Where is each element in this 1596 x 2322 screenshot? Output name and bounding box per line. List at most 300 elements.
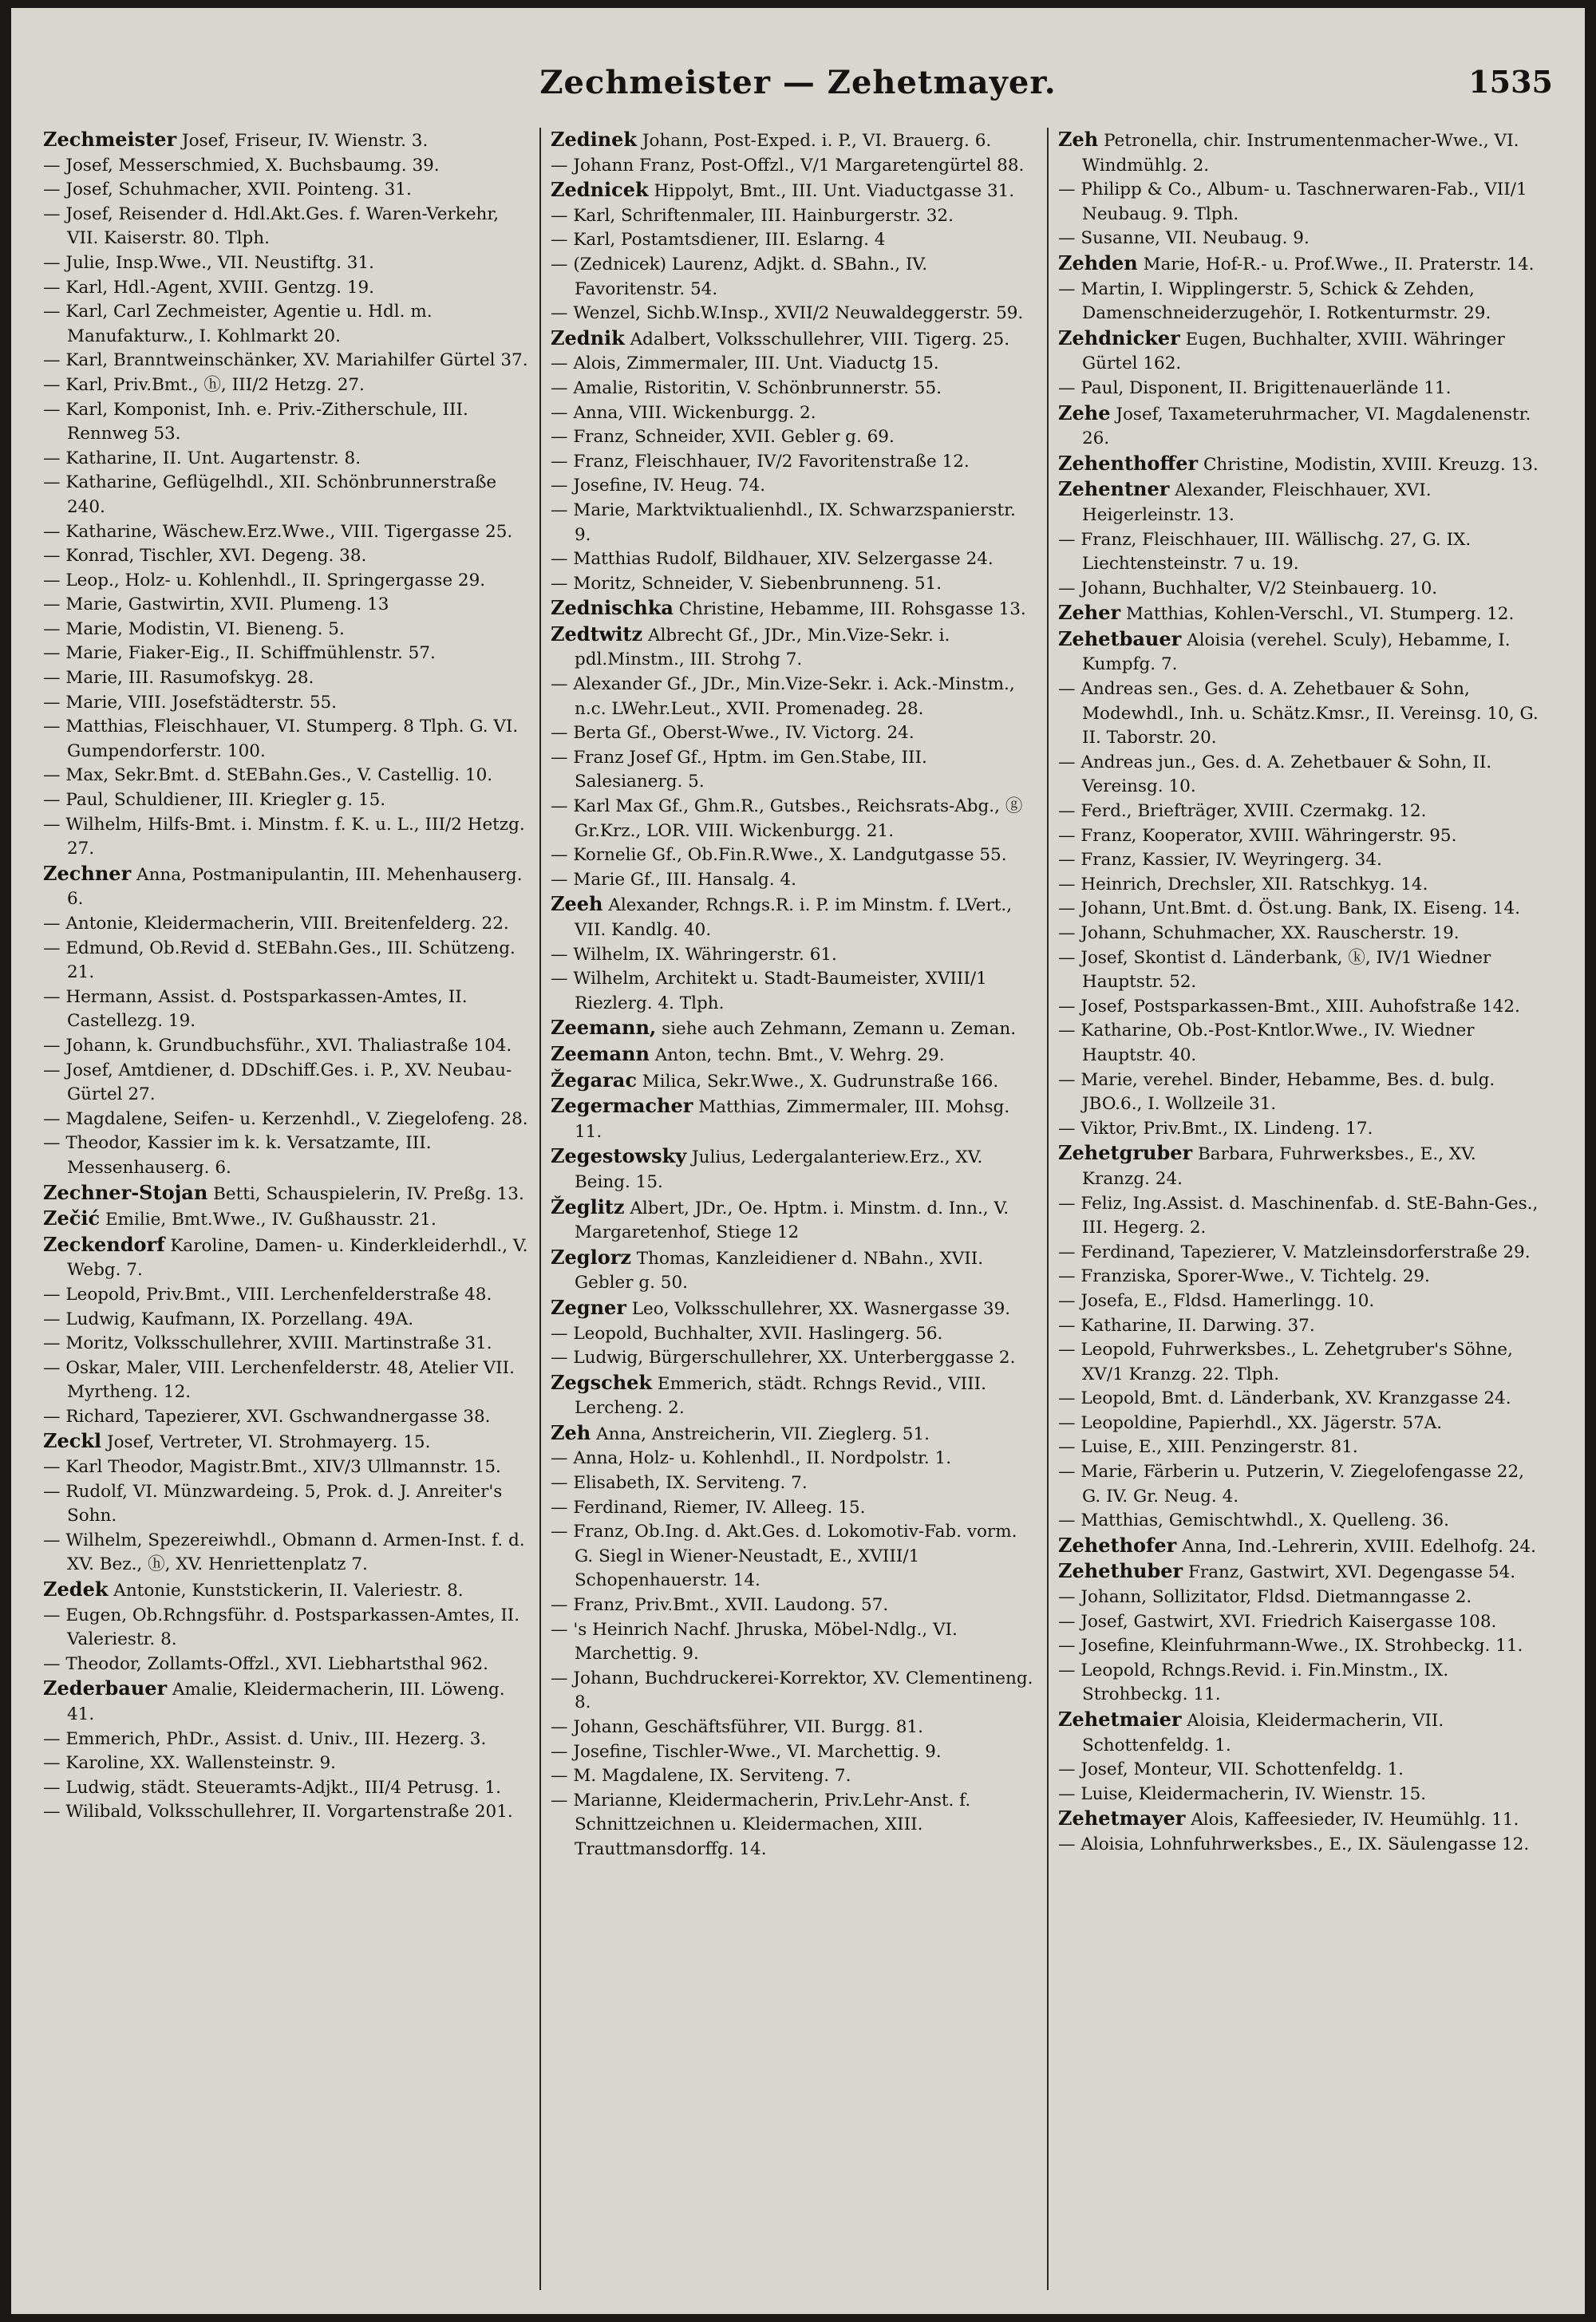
entry-text: — Ferdinand, Tapezierer, V. Matzleinsdorferstraße 29. bbox=[1058, 1242, 1531, 1262]
directory-entry bbox=[551, 1296, 1037, 1322]
entry-surname: Zehetbauer bbox=[1058, 626, 1182, 650]
entry-text: — Viktor, Priv.Bmt., IX. Lindeng. 17. bbox=[1058, 1118, 1373, 1139]
entry-text: Johann, Post-Exped. i. P., VI. Brauerg. 6. bbox=[637, 131, 992, 151]
entry-text: — Leopold, Bmt. d. Länderbank, XV. Kranzgasse 24. bbox=[1058, 1388, 1511, 1409]
entry-text: — Moritz, Volksschullehrer, XVIII. Martinstraße 31. bbox=[43, 1333, 492, 1354]
directory-entry bbox=[551, 547, 1037, 572]
entry-text: Milica, Sekr.Wwe., X. Gudrunstraße 166. bbox=[636, 1071, 999, 1092]
entry-text: Anna, Postmanipulantin, III. Mehenhauserg. 6. bbox=[67, 864, 523, 910]
entry-surname: Zedek bbox=[43, 1578, 109, 1601]
directory-entry bbox=[551, 1764, 1037, 1789]
entry-surname: Zechmeister bbox=[43, 128, 177, 151]
directory-entry bbox=[551, 352, 1037, 377]
directory-entry bbox=[1058, 251, 1545, 278]
entry-text: — Aloisia, Lohnfuhrwerksbes., E., IX. Säulengasse 12. bbox=[1058, 1834, 1530, 1854]
entry-text: — Karoline, XX. Wallensteinstr. 9. bbox=[43, 1753, 336, 1774]
entry-text: — Andreas jun., Ges. d. A. Zehetbauer & Sohn, II. Vereinsg. 10. bbox=[1058, 752, 1492, 797]
directory-entry bbox=[551, 1667, 1037, 1716]
entry-text: Josef, Taxameteruhrmacher, VI. Magdalenenstr. 26. bbox=[1082, 404, 1531, 449]
entry-text: — (Zednicek) Laurenz, Adjkt. d. SBahn., IV. Favoritenstr. 54. bbox=[551, 254, 928, 299]
entry-surname: Zehdnicker bbox=[1058, 326, 1180, 349]
entry-text: — Marie, III. Rasumofskyg. 28. bbox=[43, 668, 314, 689]
entry-text: — M. Magdalene, IX. Serviteng. 7. bbox=[551, 1766, 851, 1787]
directory-entry bbox=[43, 1751, 530, 1776]
entry-text: — Matthias, Fleischhauer, VI. Stumperg. 8 Tlph. G. VI. Gumpendorferstr. 100. bbox=[43, 717, 519, 761]
entry-text: — Josefine, Kleinfuhrmann-Wwe., IX. Strohbeckg. 11. bbox=[1058, 1636, 1523, 1657]
directory-entry bbox=[1058, 1610, 1545, 1635]
entry-text: — Theodor, Kassier im k. k. Versatzamte, III. Messenhauserg. 6. bbox=[43, 1133, 432, 1178]
entry-text: Eugen, Buchhalter, XVIII. Währinger Gürtel 162. bbox=[1082, 329, 1505, 374]
entry-surname: Zehe bbox=[1058, 401, 1111, 425]
entry-text: — Leopold, Priv.Bmt., VIII. Lerchenfelderstraße 48. bbox=[43, 1284, 492, 1305]
directory-entry bbox=[43, 349, 530, 373]
entry-text: — Marie, Modistin, VI. Bieneng. 5. bbox=[43, 618, 345, 639]
entry-text: — Wilhelm, Spezereiwhdl., Obmann d. Armen-Inst. f. d. XV. Bez., ⓗ, XV. Henriettenplatz 7. bbox=[43, 1530, 525, 1575]
directory-entry bbox=[551, 1421, 1037, 1447]
directory-entry bbox=[43, 1332, 530, 1356]
directory-entry bbox=[1058, 873, 1545, 898]
directory-entry bbox=[1058, 1141, 1545, 1191]
directory-entry bbox=[1058, 1708, 1545, 1758]
directory-entry bbox=[43, 1578, 530, 1604]
directory-entry bbox=[1058, 1117, 1545, 1142]
directory-entry bbox=[43, 154, 530, 179]
directory-entry bbox=[1058, 178, 1545, 227]
directory-entry bbox=[551, 425, 1037, 450]
directory-entry bbox=[1058, 946, 1545, 995]
entry-surname: Zehetmaier bbox=[1058, 1708, 1182, 1731]
entry-text: — Richard, Tapezierer, XVI. Gschwandnergasse 38. bbox=[43, 1406, 491, 1427]
directory-entry bbox=[43, 1676, 530, 1727]
entry-text: — Karl, Postamtsdiener, III. Eslarng. 4 bbox=[551, 230, 886, 251]
entry-text: — Philipp & Co., Album- u. Taschnerwaren-Fab., VII/1 Neubaug. 9. Tlph. bbox=[1058, 180, 1527, 224]
entry-text: — Karl, Priv.Bmt., ⓗ, III/2 Hetzg. 27. bbox=[43, 374, 365, 395]
directory-entry bbox=[551, 154, 1037, 179]
directory-entry bbox=[1058, 848, 1545, 873]
directory-entry bbox=[1058, 897, 1545, 922]
directory-entry bbox=[1058, 1534, 1545, 1560]
entry-text: Alexander, Rchngs.R. i. P. im Minstm. f. LVert., VII. Kandlg. 40. bbox=[575, 895, 1013, 940]
directory-entry bbox=[551, 967, 1037, 1016]
directory-entry bbox=[1058, 1559, 1545, 1586]
entry-text: — Ferd., Briefträger, XVIII. Czermakg. 12. bbox=[1058, 801, 1427, 822]
entry-surname: Zeemann bbox=[551, 1041, 650, 1065]
directory-entry bbox=[551, 326, 1037, 353]
directory-entry bbox=[551, 1618, 1037, 1667]
entry-text: Christine, Modistin, XVIII. Kreuzg. 13. bbox=[1198, 454, 1539, 475]
entry-surname: Žegarac bbox=[551, 1068, 637, 1092]
entry-text: Julius, Ledergalanteriew.Erz., XV. Being. 15. bbox=[575, 1147, 983, 1192]
entry-text: — Josef, Reisender d. Hdl.Akt.Ges. f. Waren-Verkehr, VII. Kaiserstr. 80. Tlph. bbox=[43, 203, 500, 249]
directory-entry bbox=[43, 618, 530, 642]
directory-entry bbox=[1058, 1192, 1545, 1241]
entry-text: — Heinrich, Drechsler, XII. Ratschkyg. 14. bbox=[1058, 874, 1428, 894]
directory-entry bbox=[1058, 995, 1545, 1020]
entry-text: Thomas, Kanzleidiener d. NBahn., XVII. Gebler g. 50. bbox=[575, 1248, 984, 1293]
directory-entry bbox=[1058, 1833, 1545, 1858]
entry-text: — Ludwig, Bürgerschullehrer, XX. Unterberggasse 2. bbox=[551, 1348, 1016, 1368]
entry-text: Matthias, Zimmermaler, III. Mohsg. 11. bbox=[575, 1097, 1010, 1142]
entry-text: — Karl, Komponist, Inh. e. Priv.-Zitherschule, III. Rennweg 53. bbox=[43, 399, 468, 444]
entry-surname: Zehethofer bbox=[1058, 1533, 1177, 1557]
entry-text: siehe auch Zehmann, Zemann u. Zeman. bbox=[656, 1019, 1017, 1040]
entry-text: — Marie Gf., III. Hansalg. 4. bbox=[551, 869, 796, 890]
directory-entry bbox=[43, 1604, 530, 1653]
directory-entry bbox=[43, 544, 530, 569]
directory-entry bbox=[551, 843, 1037, 868]
entry-text: — Katharine, Ob.-Post-Kntlor.Wwe., IV. Wiedner Hauptstr. 40. bbox=[1058, 1021, 1475, 1065]
directory-entry bbox=[1058, 1068, 1545, 1117]
entry-surname: Zehetmayer bbox=[1058, 1807, 1186, 1830]
entry-text: — Katharine, Wäschew.Erz.Wwe., VIII. Tigergasse 25. bbox=[43, 521, 513, 542]
directory-entry bbox=[1058, 1019, 1545, 1068]
directory-entry bbox=[1058, 922, 1545, 946]
entry-text: — Wilibald, Volksschullehrer, II. Vorgartenstraße 201. bbox=[43, 1802, 513, 1822]
entry-surname: Zehenthoffer bbox=[1058, 451, 1199, 475]
entry-text: Leo, Volksschullehrer, XX. Wasnergasse 39. bbox=[626, 1298, 1011, 1319]
entry-text: — Martin, I. Wipplingerstr. 5, Schick & Zehden, Damenschneiderzugehör, I. Rotkenturmstr. 29. bbox=[1058, 278, 1491, 324]
entry-text: — Leopoldine, Papierhdl., XX. Jägerstr. 57A. bbox=[1058, 1412, 1443, 1433]
entry-text: — 's Heinrich Nachf. Jhruska, Möbel-Ndlg., VI. Marchettig. 9. bbox=[551, 1619, 958, 1664]
directory-entry bbox=[43, 471, 530, 519]
entry-text: — Johann, Unt.Bmt. d. Öst.ung. Bank, IX. Eiseng. 14. bbox=[1058, 898, 1520, 919]
entry-text: Barbara, Fuhrwerksbes., E., XV. Kranzg. 24. bbox=[1082, 1144, 1476, 1189]
directory-entry bbox=[551, 450, 1037, 475]
entry-text: — Berta Gf., Oberst-Wwe., IV. Victorg. 24. bbox=[551, 723, 915, 744]
entry-text: — Marianne, Kleidermacherin, Priv.Lehr-Anst. f. Schnittzeichnen u. Kleidermachen, XIII. Trauttmansdorffg. 14. bbox=[551, 1790, 971, 1859]
directory-entry bbox=[43, 788, 530, 813]
entry-text: — Wilhelm, IX. Währingerstr. 61. bbox=[551, 944, 837, 965]
column-1 bbox=[43, 128, 539, 2290]
directory-entry bbox=[43, 1283, 530, 1308]
entry-text: — Franz Josef Gf., Hptm. im Gen.Stabe, III. Salesianerg. 5. bbox=[551, 747, 927, 792]
directory-entry bbox=[1058, 1509, 1545, 1534]
entry-text: — Wenzel, Sichb.W.Insp., XVII/2 Neuwaldeggerstr. 59. bbox=[551, 303, 1024, 324]
directory-entry bbox=[551, 253, 1037, 302]
directory-entry bbox=[43, 276, 530, 301]
directory-entry bbox=[551, 721, 1037, 746]
entry-text: Amalie, Kleidermacherin, III. Löweng. 41. bbox=[67, 1680, 505, 1724]
entry-text: Betti, Schauspielerin, IV. Preßg. 13. bbox=[207, 1183, 524, 1204]
entry-text: Franz, Gastwirt, XVI. Degengasse 54. bbox=[1183, 1562, 1516, 1583]
entry-text: — Johann, Sollizitator, Fldsd. Dietmanngasse 2. bbox=[1058, 1587, 1472, 1608]
entry-text: — Andreas sen., Ges. d. A. Zehetbauer & Sohn, Modewhdl., Inh. u. Schätz.Kmsr., II. Vereinsg. 10, G. II. Taborstr. 20. bbox=[1058, 679, 1539, 748]
directory-entry bbox=[1058, 1659, 1545, 1708]
entry-text: — Wilhelm, Hilfs-Bmt. i. Minstm. f. K. u. L., III/2 Hetzg. 27. bbox=[43, 814, 525, 859]
directory-entry bbox=[43, 128, 530, 154]
directory-entry bbox=[1058, 1460, 1545, 1509]
directory-entry bbox=[43, 398, 530, 447]
directory-entry bbox=[1058, 227, 1545, 251]
directory-entry bbox=[1058, 1412, 1545, 1436]
entry-text: Emmerich, städt. Rchngs Revid., VIII. Lercheng. 2. bbox=[575, 1373, 986, 1419]
entry-text: — Magdalene, Seifen- u. Kerzenhdl., V. Ziegelofeng. 28. bbox=[43, 1108, 528, 1129]
directory-entry bbox=[1058, 1289, 1545, 1314]
directory-entry bbox=[43, 1059, 530, 1108]
directory-entry bbox=[551, 401, 1037, 426]
entry-surname: Zeeh bbox=[551, 892, 603, 916]
directory-entry bbox=[551, 302, 1037, 326]
directory-entry bbox=[43, 642, 530, 666]
entry-text: — Feliz, Ing.Assist. d. Maschinenfab. d. StE-Bahn-Ges., III. Hegerg. 2. bbox=[1058, 1193, 1539, 1238]
entry-text: — Josef, Schuhmacher, XVII. Pointeng. 31. bbox=[43, 180, 412, 200]
entry-text: — Matthias, Gemischtwhdl., X. Quelleng. 36. bbox=[1058, 1510, 1449, 1531]
directory-entry bbox=[551, 943, 1037, 968]
directory-entry bbox=[551, 868, 1037, 893]
directory-entry bbox=[43, 373, 530, 398]
entry-text: — Max, Sekr.Bmt. d. StEBahn.Ges., V. Castellig. 10. bbox=[43, 765, 493, 786]
entry-text: — Katharine, Geflügelhdl., XII. Schönbrunnerstraße 240. bbox=[43, 472, 497, 517]
directory-entry bbox=[1058, 601, 1545, 627]
directory-entry bbox=[1058, 577, 1545, 602]
directory-entry bbox=[43, 1455, 530, 1480]
directory-entry bbox=[43, 764, 530, 788]
directory-entry bbox=[43, 691, 530, 716]
entry-text: — Ludwig, Kaufmann, IX. Porzellang. 49A. bbox=[43, 1309, 414, 1329]
directory-entry bbox=[1058, 1586, 1545, 1610]
entry-text: — Emmerich, PhDr., Assist. d. Univ., III. Hezerg. 3. bbox=[43, 1728, 487, 1749]
entry-text: — Johann, Geschäftsführer, VII. Burgg. 81. bbox=[551, 1717, 923, 1737]
directory-entry bbox=[43, 912, 530, 937]
entry-text: — Oskar, Maler, VIII. Lerchenfelderstr. 48, Atelier VII. Myrtheng. 12. bbox=[43, 1357, 515, 1403]
entry-text: — Josef, Monteur, VII. Schottenfeldg. 1. bbox=[1058, 1759, 1404, 1780]
directory-entry bbox=[1058, 1387, 1545, 1412]
entry-text: — Franz, Priv.Bmt., XVII. Laudong. 57. bbox=[551, 1595, 889, 1616]
entry-text: Petronella, chir. Instrumentenmacher-Wwe., VI. Windmühlg. 2. bbox=[1082, 131, 1519, 176]
directory-entry bbox=[551, 1593, 1037, 1618]
directory-entry bbox=[43, 1429, 530, 1455]
running-title: Zechmeister — Zehetmayer. bbox=[539, 64, 1057, 101]
entry-surname: Zechner-Stojan bbox=[43, 1180, 208, 1204]
directory-entry bbox=[43, 1356, 530, 1405]
directory-entry bbox=[551, 1195, 1037, 1246]
directory-entry bbox=[43, 178, 530, 203]
entry-text: — Anna, Holz- u. Kohlenhdl., II. Nordpolstr. 1. bbox=[551, 1448, 952, 1469]
entry-text: — Franz, Ob.Ing. d. Akt.Ges. d. Lokomotiv-Fab. vorm. G. Siegl in Wiener-Neustadt, E., XVIII/1 Schopenhauerstr. 14. bbox=[551, 1522, 1017, 1591]
entry-surname: Zehentner bbox=[1058, 477, 1170, 501]
entry-text: Aloisia, Kleidermacherin, VII. Schottenfeldg. 1. bbox=[1082, 1711, 1444, 1755]
entry-surname: Zegner bbox=[551, 1295, 626, 1319]
column-2 bbox=[539, 128, 1047, 2290]
entry-text: — Josef, Amtdiener, d. DDschiff.Ges. i. P., XV. Neubau-Gürtel 27. bbox=[43, 1060, 512, 1105]
directory-entry bbox=[551, 572, 1037, 597]
directory-entry bbox=[551, 1068, 1037, 1095]
entry-surname: Zederbauer bbox=[43, 1676, 168, 1700]
directory-entry bbox=[551, 1042, 1037, 1068]
entry-surname: Zeh bbox=[551, 1420, 591, 1444]
entry-text: — Johann Franz, Post-Offzl., V/1 Margaretengürtel 88. bbox=[551, 155, 1025, 176]
entry-text: — Konrad, Tischler, XVI. Degeng. 38. bbox=[43, 546, 367, 567]
directory-entry bbox=[551, 1246, 1037, 1296]
entry-text: — Amalie, Ristoritin, V. Schönbrunnerstr. 55. bbox=[551, 377, 942, 398]
entry-text: — Johann, Schuhmacher, XX. Rauscherstr. 19. bbox=[1058, 923, 1460, 943]
directory-entry bbox=[551, 1471, 1037, 1496]
directory-entry bbox=[43, 862, 530, 912]
entry-text: — Karl, Schriftenmaler, III. Hainburgerstr. 32. bbox=[551, 205, 954, 226]
entry-text: — Alexander Gf., JDr., Min.Vize-Sekr. i. Ack.-Minstm., n.c. LWehr.Leut., XVII. Promenadeg. 28. bbox=[551, 674, 1015, 719]
directory-entry bbox=[1058, 401, 1545, 452]
directory-entry bbox=[551, 178, 1037, 204]
entry-text: — Franz, Fleischhauer, III. Wällischg. 27, G. IX. Liechtensteinstr. 7 u. 19. bbox=[1058, 529, 1472, 575]
directory-entry bbox=[551, 892, 1037, 942]
entry-text: — Josefa, E., Fldsd. Hamerlingg. 10. bbox=[1058, 1290, 1375, 1311]
entry-text: — Katharine, II. Unt. Augartenstr. 8. bbox=[43, 448, 361, 468]
directory-entry bbox=[43, 1480, 530, 1529]
entry-text: Albert, JDr., Oe. Hptm. i. Minstm. d. Inn., V. Margaretenhof, Stiege 12 bbox=[575, 1198, 1009, 1243]
directory-entry bbox=[551, 622, 1037, 673]
entry-text: — Marie, Gastwirtin, XVII. Plumeng. 13 bbox=[43, 594, 389, 615]
entry-text: — Hermann, Assist. d. Postsparkassen-Amtes, II. Castellezg. 19. bbox=[43, 986, 468, 1032]
directory-entry bbox=[43, 666, 530, 691]
entry-text: — Josef, Skontist d. Länderbank, ⓚ, IV/1 Wiedner Hauptstr. 52. bbox=[1058, 947, 1491, 993]
entry-text: — Wilhelm, Architekt u. Stadt-Baumeister, XVIII/1 Riezlerg. 4. Tlph. bbox=[551, 969, 987, 1013]
entry-text: — Kornelie Gf., Ob.Fin.R.Wwe., X. Landgutgasse 55. bbox=[551, 845, 1007, 866]
entry-text: — Johann, Buchdruckerei-Korrektor, XV. Clementineng. 8. bbox=[551, 1668, 1033, 1713]
directory-entry bbox=[551, 1016, 1037, 1042]
entry-text: Adalbert, Volksschullehrer, VIII. Tigerg. 25. bbox=[624, 329, 1010, 349]
entry-text: Antonie, Kunststickerin, II. Valeriestr. 8. bbox=[108, 1581, 464, 1601]
entry-surname: Zehden bbox=[1058, 251, 1138, 274]
entry-text: — Marie, Marktviktualienhdl., IX. Schwarzspanierstr. 9. bbox=[551, 500, 1016, 545]
directory-entry bbox=[551, 1740, 1037, 1765]
entry-surname: Zeemann, bbox=[551, 1016, 657, 1040]
directory-entry bbox=[43, 1206, 530, 1233]
entry-text: Josef, Vertreter, VI. Strohmayerg. 15. bbox=[101, 1432, 431, 1453]
directory-entry bbox=[43, 985, 530, 1034]
entry-text: — Marie, Fiaker-Eig., II. Schiffmühlenstr. 57. bbox=[43, 643, 436, 664]
entry-text: — Leopold, Fuhrwerksbes., L. Zehetgruber's Söhne, XV/1 Kranzg. 22. Tlph. bbox=[1058, 1340, 1513, 1384]
directory-entry bbox=[551, 1322, 1037, 1347]
entry-text: Karoline, Damen- u. Kinderkleiderhdl., V. Webg. 7. bbox=[67, 1235, 528, 1281]
directory-entry bbox=[1058, 1758, 1545, 1783]
entry-text: — Karl Max Gf., Ghm.R., Gutsbes., Reichsrats-Abg., ⓖ Gr.Krz., LOR. VIII. Wickenburgg. 21. bbox=[551, 796, 1023, 841]
entry-surname: Zeglorz bbox=[551, 1245, 631, 1269]
entry-text: — Ludwig, städt. Steueramts-Adjkt., III/4 Petrusg. 1. bbox=[43, 1777, 501, 1798]
entry-text: — Elisabeth, IX. Servitеng. 7. bbox=[551, 1473, 808, 1494]
column-3 bbox=[1047, 128, 1555, 2290]
directory-entry bbox=[43, 1529, 530, 1578]
entry-text: — Franz, Fleischhauer, IV/2 Favoritenstraße 12. bbox=[551, 451, 970, 472]
entry-text: — Rudolf, VI. Münzwardeing. 5, Prok. d. J. Anreiter's Sohn. bbox=[43, 1481, 503, 1526]
directory-entry bbox=[43, 203, 530, 251]
entry-surname: Zednischka bbox=[551, 596, 674, 620]
entry-text: — Matthias Rudolf, Bildhauer, XIV. Selzergasse 24. bbox=[551, 549, 994, 570]
entry-surname: Zeher bbox=[1058, 601, 1121, 625]
directory-entry bbox=[43, 1776, 530, 1801]
directory-entry bbox=[1058, 1435, 1545, 1460]
directory-entry bbox=[551, 204, 1037, 229]
entry-surname: Zehetgruber bbox=[1058, 1141, 1193, 1165]
entry-text: — Josefine, Tischler-Wwe., VI. Marchettig. 9. bbox=[551, 1741, 942, 1762]
directory-entry bbox=[1058, 1338, 1545, 1387]
directory-entry bbox=[551, 1716, 1037, 1740]
entry-text: — Franz, Kassier, IV. Weyringerg. 34. bbox=[1058, 850, 1382, 871]
directory-entry bbox=[551, 1346, 1037, 1371]
directory-entry bbox=[43, 300, 530, 349]
entry-text: — Susanne, VII. Neubaug. 9. bbox=[1058, 228, 1310, 249]
directory-entry bbox=[551, 1496, 1037, 1521]
entry-text: Josef, Friseur, IV. Wienstr. 3. bbox=[176, 131, 429, 151]
directory-entry bbox=[1058, 377, 1545, 401]
entry-text: — Alois, Zimmermaler, III. Unt. Viaductg 15. bbox=[551, 353, 939, 374]
entry-text: — Ferdinand, Riemer, IV. Alleeg. 15. bbox=[551, 1497, 866, 1518]
entry-surname: Zečić bbox=[43, 1206, 101, 1230]
entry-text: Matthias, Kohlen-Verschl., VI. Stumperg. 12. bbox=[1120, 604, 1515, 625]
directory-entry bbox=[43, 715, 530, 764]
entry-text: Hippolyt, Bmt., III. Unt. Viaductgasse 31. bbox=[648, 181, 1015, 202]
entry-text: — Franz, Kooperator, XVIII. Währingerstr. 95. bbox=[1058, 825, 1457, 846]
entry-text: — Josef, Messerschmied, X. Buchsbaumg. 39. bbox=[43, 155, 440, 176]
entry-text: Christine, Hebamme, III. Rohsgasse 13. bbox=[673, 599, 1026, 620]
directory-entry bbox=[1058, 751, 1545, 800]
page-header bbox=[11, 64, 1585, 120]
entry-text: — Luise, Kleidermacherin, IV. Wienstr. 15. bbox=[1058, 1783, 1427, 1804]
directory-entry bbox=[1058, 824, 1545, 849]
entry-text: — Edmund, Ob.Revid d. StEBahn.Ges., III. Schützeng. 21. bbox=[43, 938, 516, 983]
directory-entry bbox=[1058, 1265, 1545, 1289]
directory-entry bbox=[1058, 528, 1545, 577]
entry-text: — Katharine, II. Darwing. 37. bbox=[1058, 1315, 1315, 1336]
directory-entry bbox=[1058, 1783, 1545, 1807]
entry-surname: Zegermacher bbox=[551, 1094, 693, 1118]
directory-entry bbox=[1058, 1634, 1545, 1659]
entry-text: — Karl, Branntweinschänker, XV. Mariahilfer Gürtel 37. bbox=[43, 350, 528, 371]
directory-entry bbox=[1058, 452, 1545, 478]
directory-entry bbox=[1058, 477, 1545, 527]
entry-text: Marie, Hof-R.- u. Prof.Wwe., II. Praterstr. 14. bbox=[1137, 254, 1535, 274]
entry-text: — Leopold, Rchngs.Revid. i. Fin.Minstm., IX. Strohbeckg. 11. bbox=[1058, 1660, 1449, 1705]
entry-text: — Josef, Postsparkassen-Bmt., XIII. Auhofstraße 142. bbox=[1058, 996, 1520, 1017]
directory-entry bbox=[43, 1405, 530, 1430]
directory-entry bbox=[551, 673, 1037, 721]
entry-text: — Leopold, Buchhalter, XVII. Haslingerg. 56. bbox=[551, 1323, 943, 1344]
directory-entry bbox=[551, 1144, 1037, 1195]
entry-surname: Zeckl bbox=[43, 1429, 102, 1453]
directory-entry bbox=[43, 1308, 530, 1333]
entry-surname: Zechner bbox=[43, 861, 132, 885]
entry-surname: Zedtwitz bbox=[551, 622, 643, 646]
directory-entry bbox=[1058, 128, 1545, 178]
directory-entry bbox=[43, 569, 530, 594]
entry-text: — Marie, VIII. Josefstädterstr. 55. bbox=[43, 692, 338, 713]
directory-entry bbox=[1058, 278, 1545, 326]
directory-entry bbox=[551, 596, 1037, 622]
entry-text: — Josefine, IV. Heug. 74. bbox=[551, 476, 766, 496]
directory-entry bbox=[551, 228, 1037, 253]
entry-surname: Zeh bbox=[1058, 128, 1099, 151]
entry-text: — Karl, Carl Zechmeister, Agentie u. Hdl. m. Manufakturw., I. Kohlmarkt 20. bbox=[43, 302, 433, 346]
entry-text: Aloisia (verehel. Sculy), Hebamme, I. Kumpfg. 7. bbox=[1082, 630, 1511, 675]
entry-text: — Marie, Färberin u. Putzerin, V. Ziegelofengasse 22, G. IV. Gr. Neug. 4. bbox=[1058, 1462, 1524, 1507]
entry-text: Alexander, Fleischhauer, XVI. Heigerleinstr. 13. bbox=[1082, 480, 1432, 525]
entry-text: — Paul, Schuldiener, III. Kriegler g. 15. bbox=[43, 790, 386, 811]
entry-text: — Anna, VIII. Wickenburgg. 2. bbox=[551, 402, 816, 423]
directory-entry bbox=[551, 746, 1037, 795]
entry-text: Alois, Kaffeesieder, IV. Heumühlg. 11. bbox=[1185, 1810, 1519, 1830]
entry-text: — Theodor, Zollamts-Offzl., XVI. Liebhartsthal 962. bbox=[43, 1653, 489, 1674]
entry-surname: Zegschek bbox=[551, 1370, 653, 1394]
entry-surname: Zedinek bbox=[551, 128, 638, 151]
directory-entry bbox=[551, 795, 1037, 843]
directory-entry bbox=[43, 1233, 530, 1283]
directory-entry bbox=[551, 128, 1037, 154]
directory-entry bbox=[43, 1653, 530, 1677]
entry-surname: Žeglitz bbox=[551, 1195, 625, 1218]
entry-text: Emilie, Bmt.Wwe., IV. Gußhausstr. 21. bbox=[100, 1210, 437, 1230]
entry-text: — Karl, Hdl.-Agent, XVIII. Gentzg. 19. bbox=[43, 277, 375, 298]
entry-text: Anna, Ind.-Lehrerin, XVIII. Edelhofg. 24. bbox=[1176, 1536, 1536, 1557]
entry-text: — Julie, Insp.Wwe., VII. Neustiftg. 31. bbox=[43, 252, 374, 273]
